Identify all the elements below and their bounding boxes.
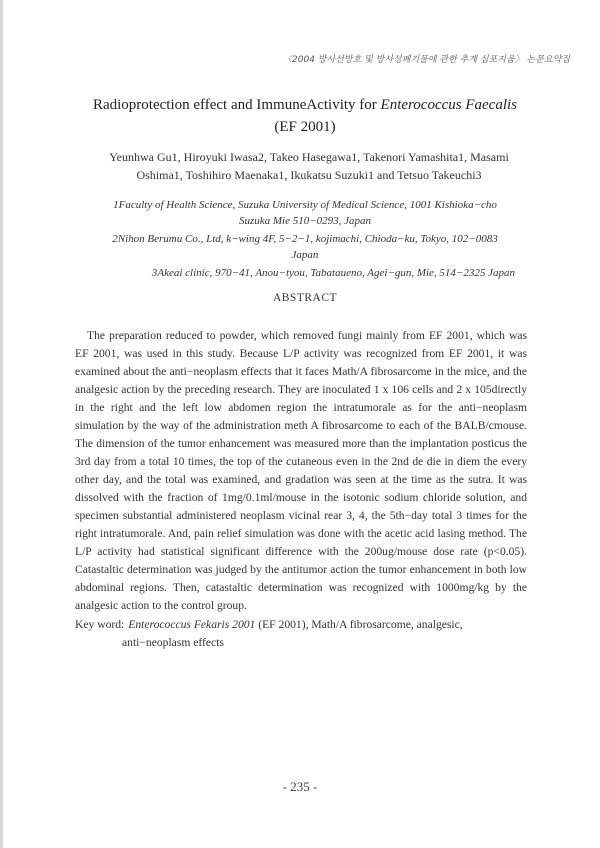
keywords xyxy=(75,616,535,652)
page-number: - 235 - xyxy=(282,779,318,794)
abstract-heading: ABSTRACT xyxy=(272,292,338,304)
affiliation-3: 3Akeai clinic, 970−41, Anou−tyou, Tabataueno, Agei−gun, Mie, 514−2325 Japan xyxy=(151,267,515,279)
affiliation-1-line-1: 1Faculty of Health Science, Suzuka University of Medical Science, 1001 Kishioka−cho xyxy=(113,199,497,211)
abstract-body: The preparation reduced to powder, which removed fungi mainly from EF 2001, which was EF 2001, was used in this study. Because L/P activity was recognized from EF 2001, it was examined about the anti−neoplasm effects that it faces Math/A fibrosarcome in the mice, and the analgesic action by the preceding research. They are inoculated 1 x 106 cells and 2 x 105directly in the right and the left low abdomen region the intratumorale as for the anti−neoplasm simulation by the way of the administration meth A fibrosarcome to each of the BALB/cmouse. The dimension of the tumor enhancement was measured more than the implantation posticus the 3rd day from a total 10 times, the top of the cutaneous even in the 2nd de die in diem the every other day, and the total was examined, and gradation was seen at the time as the sutra. It was dissolved with the fraction of 1mg/0.1ml/mouse in the isotonic sodium chloride solution, and specimen substantial administered neoplasm vicinal rear 3, 4, the 5th−day total 3 times for the right intratumorale. And, pain relief simulation was done with the acetic acid lasing method. The L/P activity had statistical significant difference with the 200ug/mouse dose rate (p<0.05). Catastaltic determination was judged by the antitumor action the tumor enhancement in both low abdominal regions. Then, catastaltic determination was recognized with 1000mg/kg by the analgesic action to the control group. xyxy=(75,329,527,612)
authors-line-2: Oshima1, Toshihiro Maenaka1, Ikukatsu Suzuki1 and Tetsuo Takeuchi3 xyxy=(136,168,482,182)
keywords-label: Key word: xyxy=(75,618,125,631)
keywords-rest: (EF 2001), Math/A fibrosarcome, analgesic, xyxy=(255,618,463,631)
title-strain: (EF 2001) xyxy=(274,119,336,135)
authors-line-1: Yeunhwa Gu1, Hiroyuki Iwasa2, Takeo Hasegawa1, Takenori Yamashita1, Masami xyxy=(109,150,509,164)
affiliation-2-line-2: Japan xyxy=(291,249,319,261)
affiliation-1-line-2: Suzuka Mie 510−0293, Japan xyxy=(238,215,372,227)
paper-title xyxy=(60,94,550,138)
affiliation-1 xyxy=(60,197,550,229)
journal-header-note: 〈2004 방사선방호 및 방사성폐기물에 관한 추계 심포지움〉 논문요약집 xyxy=(283,55,570,65)
keywords-line-2: anti−neoplasm effects xyxy=(122,636,224,649)
title-text: Radioprotection effect and ImmuneActivity for xyxy=(92,97,381,113)
title-species: Enterococcus Faecalis xyxy=(380,97,518,113)
affiliation-2-line-1: 2Nihon Berumu Co., Ltd, k−wing 4F, 5−2−1, kojimachi, Chioda−ku, Tokyo, 102−0083 xyxy=(112,233,498,245)
scan-edge xyxy=(0,0,3,848)
affiliation-2 xyxy=(60,231,550,263)
keywords-species: Enterococcus Fekaris 2001 xyxy=(128,618,256,631)
author-list xyxy=(74,148,544,184)
